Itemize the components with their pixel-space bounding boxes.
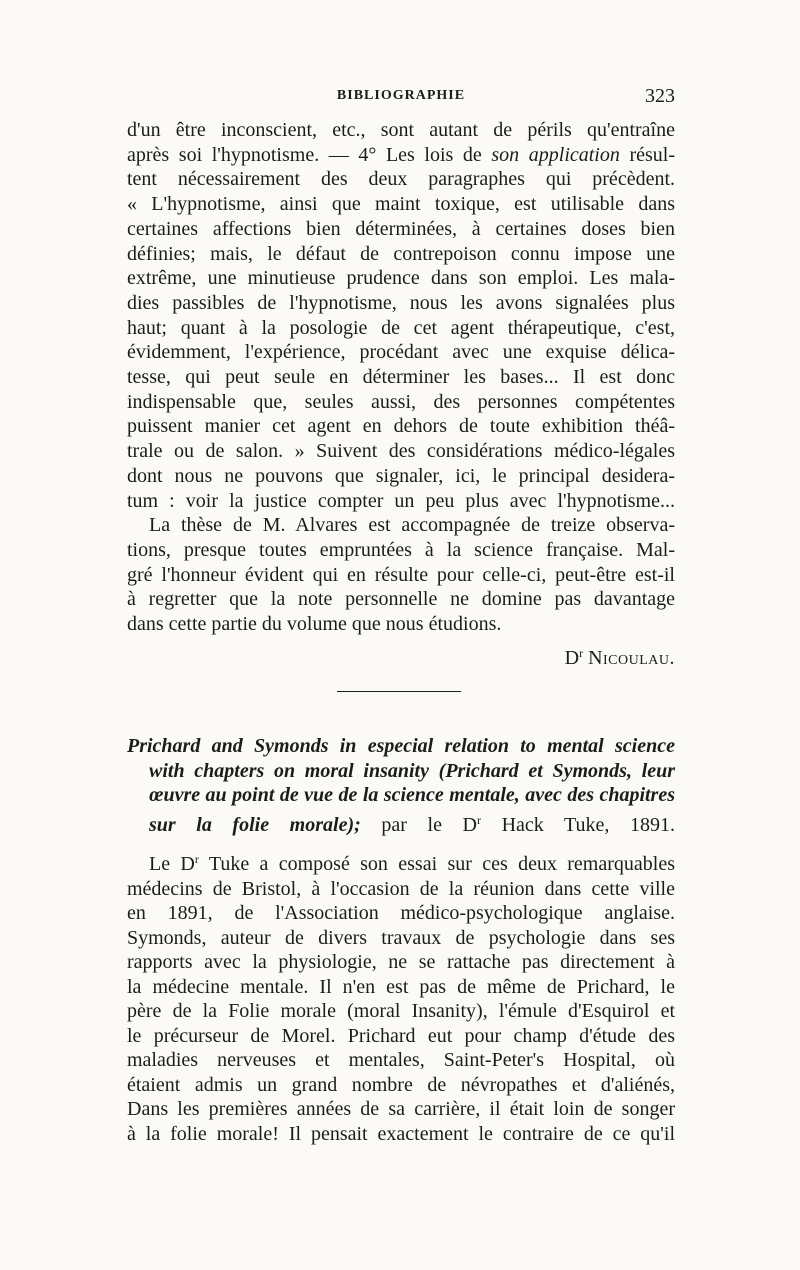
text-line: définies; mais, le défaut de contrepoison connu impose une	[127, 242, 675, 265]
text-line: trale ou de salon. » Suivent des considérations médico-légales	[127, 440, 675, 463]
text-line: dans cette partie du volume que nous étudions.	[127, 613, 502, 636]
review-author: Hack Tuke, 1891.	[480, 814, 675, 837]
text-fragment: Le D	[149, 853, 195, 875]
signature-name: Nicoulau.	[588, 647, 675, 669]
review-title-line: Prichard and Symonds in especial relation to mental science	[127, 735, 675, 757]
text-line: à regretter que la note personnelle ne domine pas davantage	[127, 588, 675, 611]
text-line: tions, presque toutes empruntées à la science française. Mal-	[127, 538, 675, 561]
text-line: La thèse de M. Alvares est accompagnée de treize observa-	[149, 514, 675, 537]
text-line: extrême, une minutieuse prudence dans son emploi. Les mala-	[127, 267, 675, 290]
review-author-prefix: par le D	[360, 814, 477, 837]
text-line: évidemment, l'expérience, procédant avec une exquise délica-	[127, 341, 675, 364]
text-line	[127, 847, 675, 877]
text-line: Symonds, auteur de divers travaux de psychologie dans ses	[127, 926, 675, 949]
page-header	[127, 85, 675, 112]
text-line: tum : voir la justice compter un peu plus avec l'hypnotisme...	[127, 489, 675, 512]
text-line: rapports avec la physiologie, ne se rattache pas directement à	[127, 951, 675, 973]
author-signature	[127, 646, 675, 670]
text-line: étaient admis un grand nombre de névropathes et d'aliénés,	[127, 1073, 675, 1096]
text-line: gré l'honneur évident qui en résulte pour celle-ci, peut-être est-il	[127, 563, 675, 586]
review-title-line	[127, 808, 675, 838]
text-fragment: résul-	[619, 143, 675, 166]
running-head: BIBLIOGRAPHIE	[336, 88, 466, 103]
signature-title-sup: r	[579, 646, 584, 660]
review-author-sup: r	[476, 813, 481, 828]
text-line: indispensable que, seules aussi, des personnes compétentes	[127, 390, 675, 413]
text-line: certaines affections bien déterminées, à certaines doses bien	[127, 217, 675, 240]
text-line: Dans les premières années de sa carrière, il était loin de songer	[127, 1098, 675, 1120]
text-line: la médecine mentale. Il n'en est pas de même de Prichard, le	[127, 975, 675, 998]
signature-title: D	[564, 647, 580, 669]
text-line: tent nécessairement des deux paragraphes qui précèdent.	[127, 168, 675, 191]
review-title-line: œuvre au point de vue de la science mentale, avec des chapitres	[149, 784, 675, 807]
text-line: le précurseur de Morel. Prichard eut pour champ d'étude des	[127, 1024, 675, 1047]
body-text	[127, 118, 675, 637]
text-line: dies passibles de l'hypnotisme, nous les avons signalées plus	[127, 291, 675, 314]
text-line: d'un être inconscient, etc., sont autant de périls qu'entraîne	[127, 119, 675, 141]
review-title-fragment: sur la folie morale);	[149, 814, 361, 837]
text-line: médecins de Bristol, à l'occasion de la réunion dans cette ville	[127, 877, 675, 900]
superscript: r	[194, 852, 199, 866]
text-line	[127, 143, 675, 168]
text-fragment: après soi l'hypnotisme. — 4° Les lois de	[127, 143, 492, 166]
text-line: maladies nerveuses et mentales, Saint-Peter's Hospital, où	[127, 1049, 675, 1071]
section-divider	[337, 691, 461, 692]
emphasis: son application	[491, 143, 620, 166]
review-heading	[127, 734, 675, 838]
text-line: père de la Folie morale (moral Insanity), l'émule d'Esquirol et	[127, 1000, 675, 1022]
text-line: haut; quant à la posologie de cet agent thérapeutique, c'est,	[127, 316, 675, 339]
text-line: puissent manier cet agent en dehors de toute exhibition théâ-	[127, 415, 675, 438]
body-text-2	[127, 847, 675, 1146]
text-line: tesse, qui peut seule en déterminer les bases... Il est donc	[127, 366, 675, 389]
text-line: à la folie morale! Il pensait exactement le contraire de ce qu'il	[127, 1122, 675, 1145]
text-line: en 1891, de l'Association médico-psychologique anglaise.	[127, 902, 675, 924]
text-fragment: Tuke a composé son essai sur ces deux remarquables	[198, 853, 675, 875]
page-number: 323	[645, 85, 675, 107]
review-title-line: with chapters on moral insanity (Prichard et Symonds, leur	[149, 759, 675, 782]
text-line: dont nous ne pouvons que signaler, ici, le principal desidera-	[127, 464, 675, 487]
text-line: « L'hypnotisme, ainsi que maint toxique, est utilisable dans	[127, 193, 675, 216]
